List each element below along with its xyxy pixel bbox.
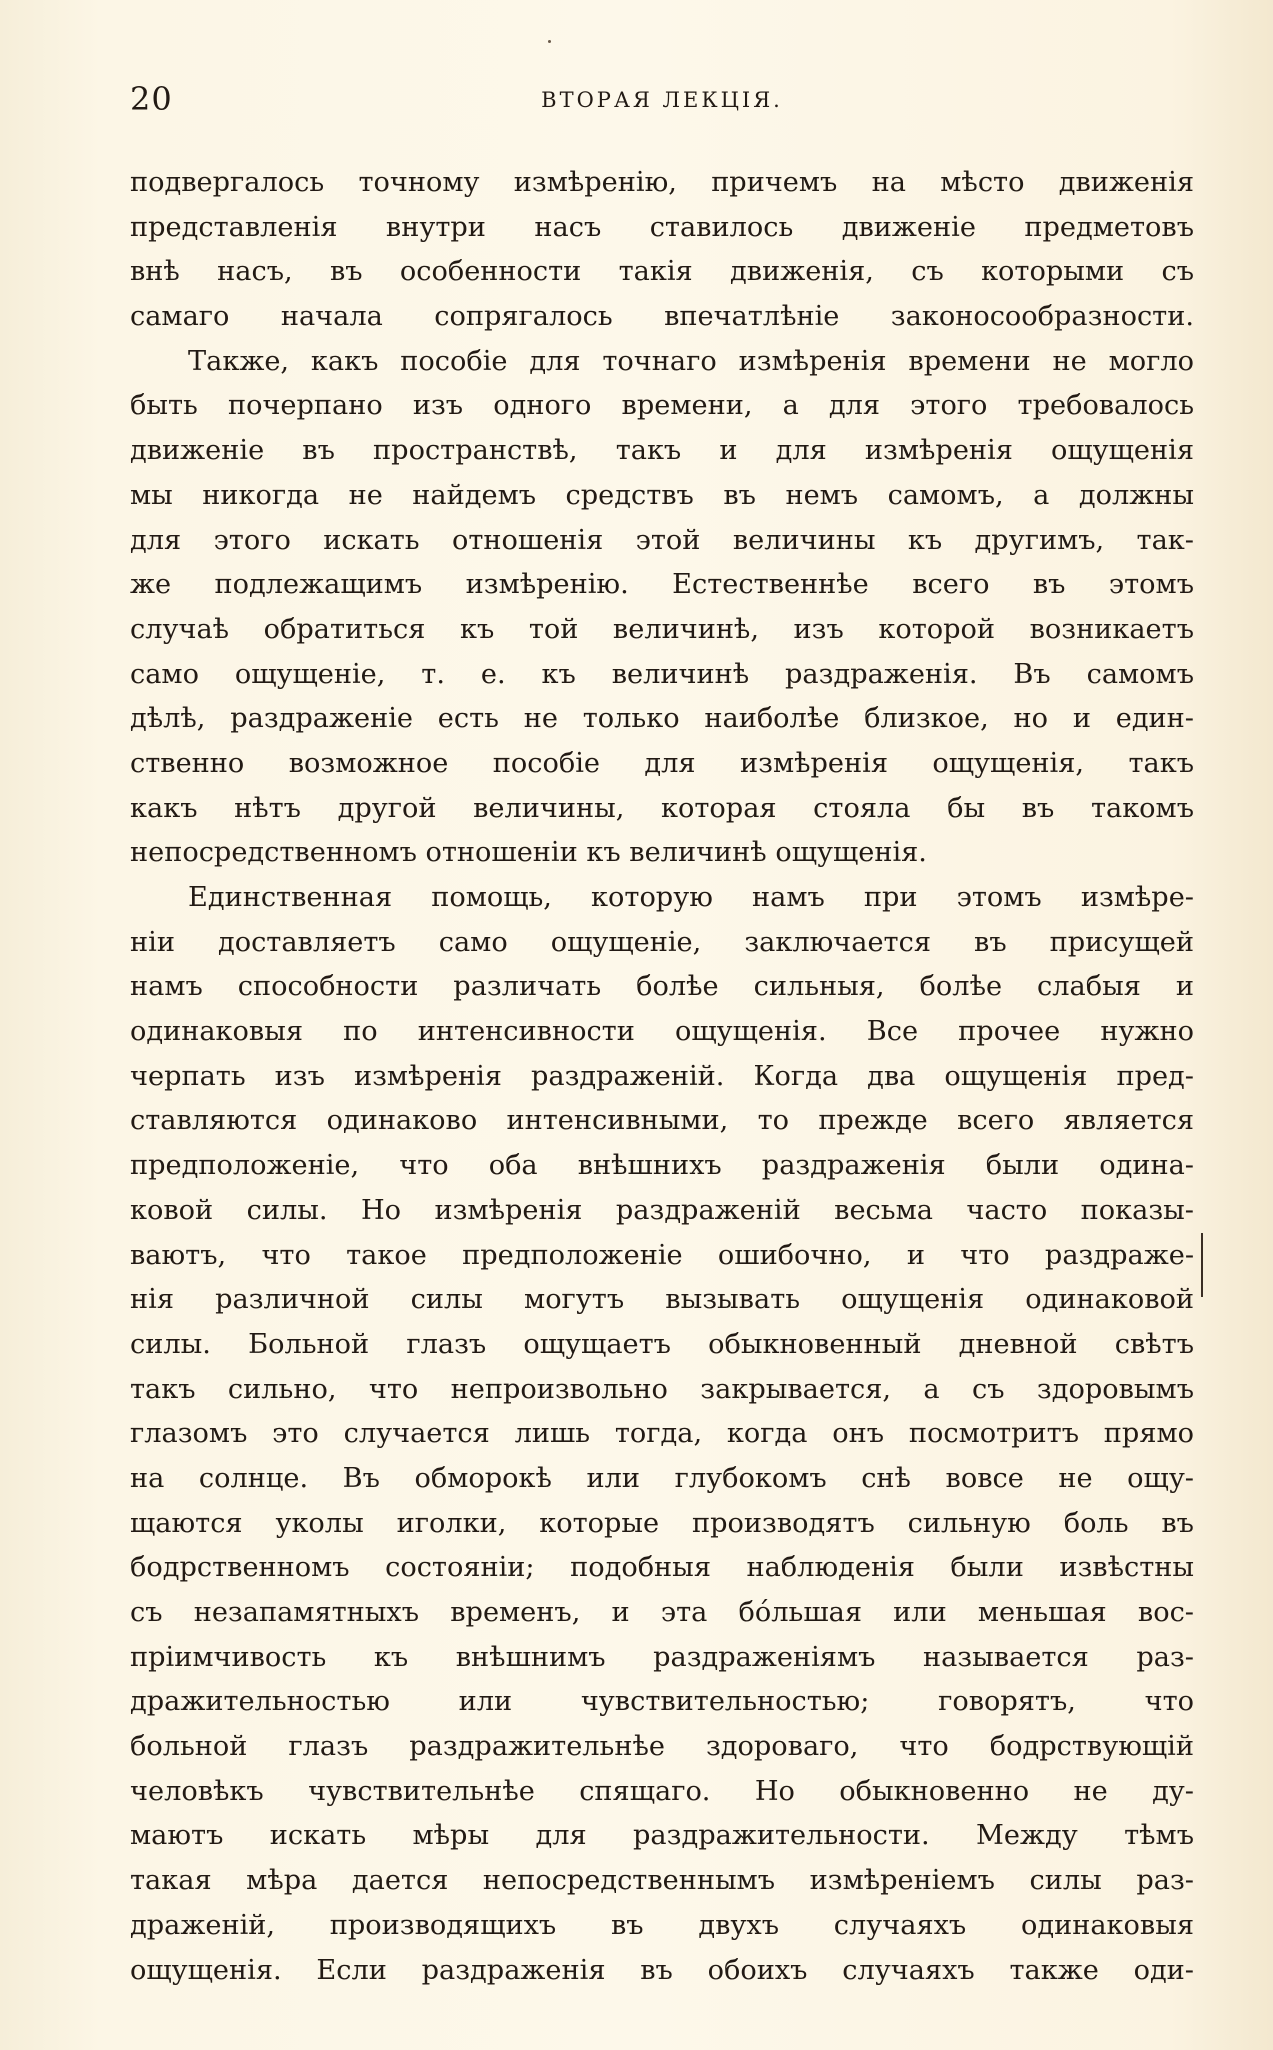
- text-line: ковой силы. Но измѣренія раздраженій весьма часто показы-: [130, 1194, 1194, 1226]
- text-line: на солнце. Въ обморокѣ или глубокомъ снѣ вовсе не ощу-: [130, 1462, 1194, 1494]
- text-line: глазомъ это случается лишь тогда, когда онъ посмотритъ прямо: [130, 1418, 1194, 1450]
- text-line: маютъ искать мѣры для раздражительности. Между тѣмъ: [130, 1820, 1194, 1852]
- text-line: такъ сильно, что непроизвольно закрывается, а съ здоровымъ: [130, 1373, 1194, 1405]
- text-line: какъ нѣтъ другой величины, которая стояла бы въ такомъ: [130, 792, 1194, 824]
- text-line: нія различной силы могутъ вызывать ощущенія одинаковой: [130, 1284, 1194, 1316]
- text-line: черпать изъ измѣренія раздраженій. Когда два ощущенія пред-: [130, 1060, 1194, 1092]
- text-line: человѣкъ чувствительнѣе спящаго. Но обыкновенно не ду-: [130, 1775, 1194, 1807]
- text-line: само ощущеніе, т. е. къ величинѣ раздраженія. Въ самомъ: [130, 658, 1194, 690]
- text-line: самаго начала сопрягалось впечатлѣніе законосообразности.: [130, 301, 1194, 333]
- body-text: [130, 161, 1194, 1993]
- text-line: ственно возможное пособіе для измѣренія ощущенія, такъ: [130, 747, 1194, 779]
- text-line: подвергалось точному измѣренію, причемъ на мѣсто движенія: [130, 167, 1194, 198]
- text-line: движеніе въ пространствѣ, такъ и для измѣренія ощущенія: [130, 435, 1194, 467]
- text-line: бодрственномъ состояніи; подобныя наблюденія были извѣстны: [130, 1552, 1194, 1584]
- text-line: одинаковыя по интенсивности ощущенія. Все прочее нужно: [130, 1016, 1194, 1048]
- text-line: внѣ насъ, въ особенности такія движенія, съ которыми съ: [130, 256, 1194, 288]
- text-line: щаются уколы иголки, которые производятъ сильную боль въ: [130, 1507, 1194, 1539]
- text-line: драженій, производящихъ въ двухъ случаяхъ одинаковыя: [130, 1909, 1194, 1941]
- text-line: больной глазъ раздражительнѣе здороваго, что бодрствующій: [130, 1731, 1194, 1763]
- text-line: ощущенія. Если раздраженія въ обоихъ случаяхъ также оди-: [130, 1954, 1194, 1986]
- text-line: непосредственномъ отношеніи къ величинѣ ощущенія.: [130, 837, 927, 869]
- page-header: [130, 76, 1194, 136]
- text-line: мы никогда не найдемъ средствъ въ немъ самомъ, а должны: [130, 479, 1194, 511]
- text-line: такая мѣра дается непосредственнымъ измѣреніемъ силы раз-: [130, 1865, 1194, 1897]
- text-line: ваютъ, что такое предположеніе ошибочно, и что раздраже-: [130, 1239, 1194, 1271]
- paper-speck: [548, 40, 551, 43]
- text-line: же подлежащимъ измѣренію. Естественнѣе всего въ этомъ: [130, 569, 1194, 601]
- text-line: для этого искать отношенія этой величины къ другимъ, так-: [130, 524, 1194, 556]
- text-line: ставляются одинаково интенсивными, то прежде всего является: [130, 1105, 1194, 1137]
- margin-mark: [1201, 1233, 1203, 1297]
- text-line: Также, какъ пособіе для точнаго измѣренія времени не могло: [188, 345, 1194, 377]
- text-line: дражительностью или чувствительностью; говорятъ, что: [130, 1686, 1194, 1718]
- text-line: съ незапамятныхъ временъ, и эта бо́льшая или меньшая вос-: [130, 1597, 1194, 1628]
- text-line: представленія внутри насъ ставилось движеніе предметовъ: [130, 211, 1194, 243]
- running-head: ВТОРАЯ ЛЕКЦІЯ.: [541, 88, 783, 112]
- page-number: 20: [130, 80, 173, 118]
- text-line: дѣлѣ, раздраженіе есть не только наиболѣе близкое, но и един-: [130, 703, 1194, 735]
- text-line: ніи доставляетъ само ощущеніе, заключается въ присущей: [130, 926, 1194, 958]
- text-line: предположеніе, что оба внѣшнихъ раздраженія были одина-: [130, 1150, 1194, 1182]
- text-line: Единственная помощь, которую намъ при этомъ измѣре-: [188, 882, 1194, 913]
- text-line: случаѣ обратиться къ той величинѣ, изъ которой возникаетъ: [130, 613, 1194, 645]
- text-line: пріимчивость къ внѣшнимъ раздраженіямъ называется раз-: [130, 1641, 1194, 1673]
- text-line: быть почерпано изъ одного времени, а для этого требовалось: [130, 390, 1194, 422]
- text-line: силы. Больной глазъ ощущаетъ обыкновенный дневной свѣтъ: [130, 1328, 1194, 1360]
- text-line: намъ способности различать болѣе сильныя, болѣе слабыя и: [130, 971, 1194, 1003]
